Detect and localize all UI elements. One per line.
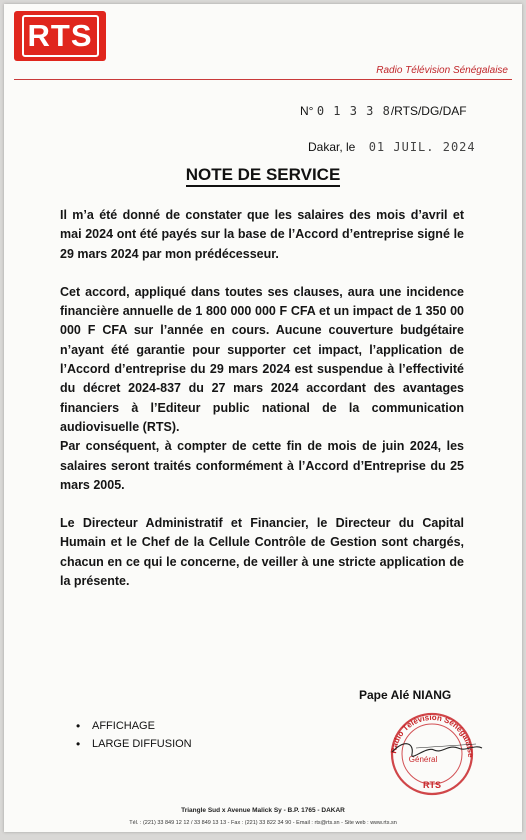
reference-suffix: /RTS/DG/DAF: [390, 104, 467, 118]
logo-text: RTS: [22, 15, 99, 57]
stamp-outer-text: Radio Télévision Sénégalaise: [389, 712, 476, 758]
reference-number: 0 1 3 3 8: [316, 104, 391, 118]
official-stamp: [356, 686, 488, 796]
header-divider: [14, 79, 512, 80]
document-title: [4, 165, 522, 185]
organization-name: Radio Télévision Sénégalaise: [376, 65, 508, 76]
reference-line: [300, 104, 467, 118]
stamp-inner-text: Général: [408, 755, 438, 764]
footer-address: Triangle Sud x Avenue Malick Sy - B.P. 1765 - DAKAR: [181, 807, 345, 814]
distribution-item: • LARGE DIFFUSION: [76, 738, 192, 750]
footer-contacts: Tél. : (221) 33 849 12 12 / 33 849 13 13 - Fax : (221) 33 822 34 90 - Email : rts@rts.sn - Site web : www.rts.sn: [129, 820, 397, 826]
paragraph-1: Il m’a été donné de constater que les salaires des mois d’avril et mai 2024 ont été payés sur la base de l’Accord d’entreprise signé le 29 mars 2024 par mon prédécesseur.: [60, 208, 464, 261]
rts-logo: [14, 11, 106, 61]
paragraph-2: Cet accord, appliqué dans toutes ses clauses, aura une incidence financière annuelle de 1 800 000 000 F CFA et un impact de 1 350 00 000 F CFA sur l’année en cours. Aucune couverture budgétaire n’ayant été garantie pour supporter cet impact, l’application de l’Accord d’entreprise du 29 mars 2024 est suspendue à l’effectivité du décret 2024-837 du 27 mars 2024 accordant des avantages financiers à l’Editeur public national de la communication audiovisuelle (RTS).: [60, 284, 464, 434]
distribution-item: • AFFICHAGE: [76, 720, 192, 732]
paragraph-3: Par conséquent, à compter de cette fin de mois de juin 2024, les salaires seront traités conformément à l’Accord d’Entreprise du 25 mars 2005.: [60, 439, 464, 492]
signatory-name: Pape Alé NIANG: [359, 688, 452, 702]
title-text: NOTE DE SERVICE: [186, 165, 341, 187]
reference-prefix: N°: [300, 104, 314, 118]
document-body: [60, 206, 464, 610]
document-page: [4, 4, 522, 832]
stamp-bottom-text: RTS: [423, 780, 441, 790]
date-label: Dakar, le: [308, 140, 356, 154]
date-stamp: 01 JUIL. 2024: [368, 140, 476, 154]
distribution-list: [76, 720, 192, 756]
paragraph-4: Le Directeur Administratif et Financier, le Directeur du Capital Humain et le Chef de la Cellule Contrôle de Gestion sont chargés, chacun en ce qui le concerne, de veiller à une stricte application de la présente.: [60, 516, 464, 589]
date-line: [308, 140, 476, 154]
